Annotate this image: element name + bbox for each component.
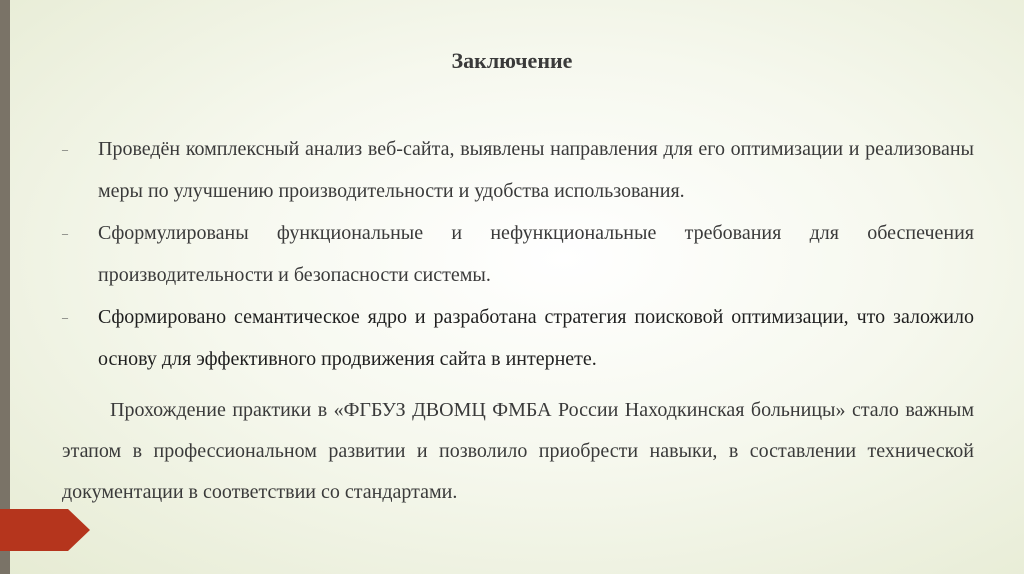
bullet-list (62, 128, 974, 380)
conclusion-paragraph: Прохождение практики в «ФГБУЗ ДВОМЦ ФМБА России Находкинская больницы» стало важным этапом в профессиональном развитии и позволило приобрести навыки, в составлении технической документации в соответствии со стандартами. (62, 399, 974, 503)
bullet-item (62, 296, 974, 380)
bullet-text: Проведён комплексный анализ веб-сайта, выявлены направления для его оптимизации и реализованы меры по улучшению производительности и удобства использования. (98, 138, 974, 202)
dash-bullet-icon: – (62, 226, 68, 240)
bullet-text: Сформировано семантическое ядро и разработана стратегия поисковой оптимизации, что заложило основу для эффективного продвижения сайта в интернете. (98, 306, 974, 370)
bullet-item (62, 128, 974, 212)
dash-bullet-icon: – (62, 310, 68, 324)
bullet-text: Сформулированы функциональные и нефункциональные требования для обеспечения производительности и безопасности системы. (98, 222, 974, 286)
dash-bullet-icon: – (62, 142, 68, 156)
accent-arrow-shape (0, 509, 90, 551)
bullet-item (62, 212, 974, 296)
slide-title: Заключение (451, 48, 573, 73)
left-decorative-bar (0, 0, 10, 574)
